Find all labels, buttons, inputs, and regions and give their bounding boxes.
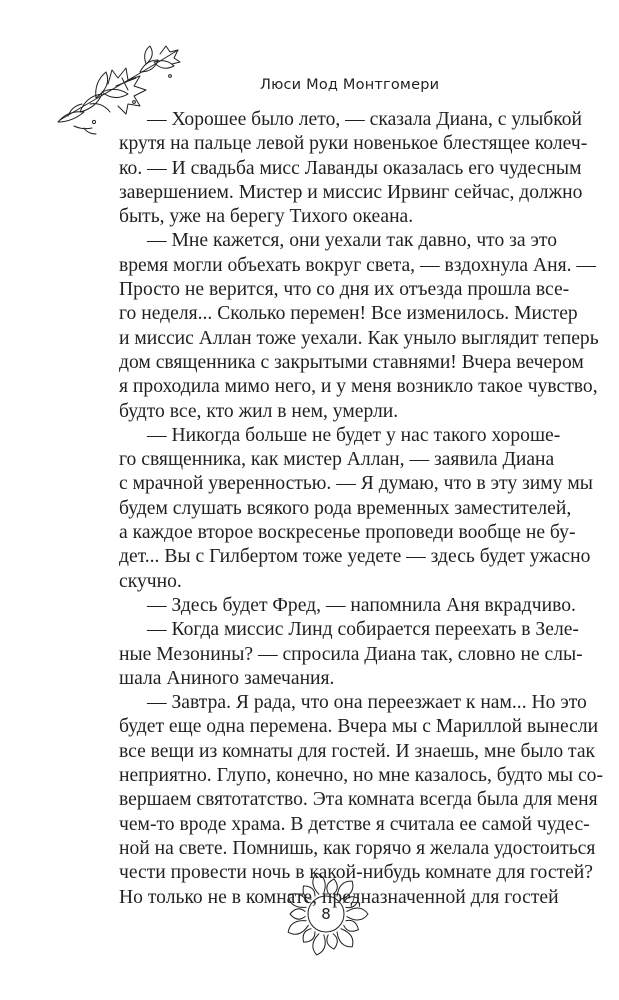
text-line: и миссис Аллан тоже уехали. Как уныло выглядит теперь [119,327,599,349]
text-line: — Никогда больше не будет у нас такого хороше- [147,424,561,446]
paragraph [119,424,593,594]
text-line: вершаем святотатство. Эта комната всегда была для меня [119,789,598,811]
text-line: Просто не верится, что со дня их отъезда прошла все- [119,279,570,301]
text-line: с мрачной уверенностью. — Я думаю, что в эту зиму мы [119,473,593,495]
paragraph [119,594,576,618]
text-line: я проходила мимо него, и у меня возникло такое чувство, [119,376,598,398]
text-line: все вещи из комнаты для гостей. И знаешь, мне было так [119,740,596,762]
text-line: чести провести ночь в какой-нибудь комнате для гостей? [119,862,593,884]
main-text [119,108,603,910]
text-line: ной на свете. Помнишь, как горячо я желала удостоиться [119,837,596,859]
text-line: — Мне кажется, они уехали так давно, что за это [147,230,558,252]
text-line: — Когда миссис Линд собирается переехать в Зеле- [147,619,579,641]
text-line: скучно. [119,570,182,592]
text-line: Но только не в комнате, предназначенной для гостей [119,886,559,908]
page-number-badge [274,862,378,966]
page-number: 8 [321,905,331,923]
text-line: время могли объехать вокруг света, — вздохнула Аня. — [119,254,596,276]
text-line: завершением. Мистер и миссис Ирвинг сейчас, должно [119,181,583,203]
text-line: дет... Вы с Гилбертом тоже уедете — здесь будет ужасно [119,546,591,568]
text-line: ные Мезонины? — спросила Диана так, словно не слы- [119,643,583,665]
text-line: — Завтра. Я рада, что она переезжает к нам... Но это [147,692,587,714]
text-line: неприятно. Глупо, конечно, но мне казалось, будто мы со- [119,765,603,787]
running-header: Люси Мод Монтгомери [260,77,440,93]
text-line: ко. — И свадьба мисс Лаванды оказалась его чудесным [119,157,582,179]
text-line: крутя на пальце левой руки новенькое блестящее колеч- [119,133,588,155]
text-line: быть, уже на берегу Тихого океана. [119,206,414,228]
text-line: будем слушать всякого рода временных заместителей, [119,497,572,519]
text-line: — Здесь будет Фред, — напомнила Аня вкрадчиво. [147,594,576,616]
text-line: будто все, кто жил в нем, умерли. [119,400,399,422]
text-line: го священника, как мистер Аллан, — заявила Диана [119,449,555,471]
text-line: а каждое второе воскресенье проповеди вообще не бу- [119,522,576,544]
text-line: го неделя... Сколько перемен! Все изменилось. Мистер [119,303,578,325]
text-line: шала Аниного замечания. [119,667,335,689]
text-line: — Хорошее было лето, — сказала Диана, с улыбкой [147,109,583,130]
text-line: будет еще одна перемена. Вчера мы с Мариллой вынесли [119,716,599,738]
paragraph [119,618,583,691]
paragraph [119,108,588,229]
paragraph [119,229,599,423]
text-line: дом священника с закрытыми ставнями! Вчера вечером [119,351,584,373]
text-line: чем-то вроде храма. В детстве я считала ее самой чудес- [119,813,590,835]
